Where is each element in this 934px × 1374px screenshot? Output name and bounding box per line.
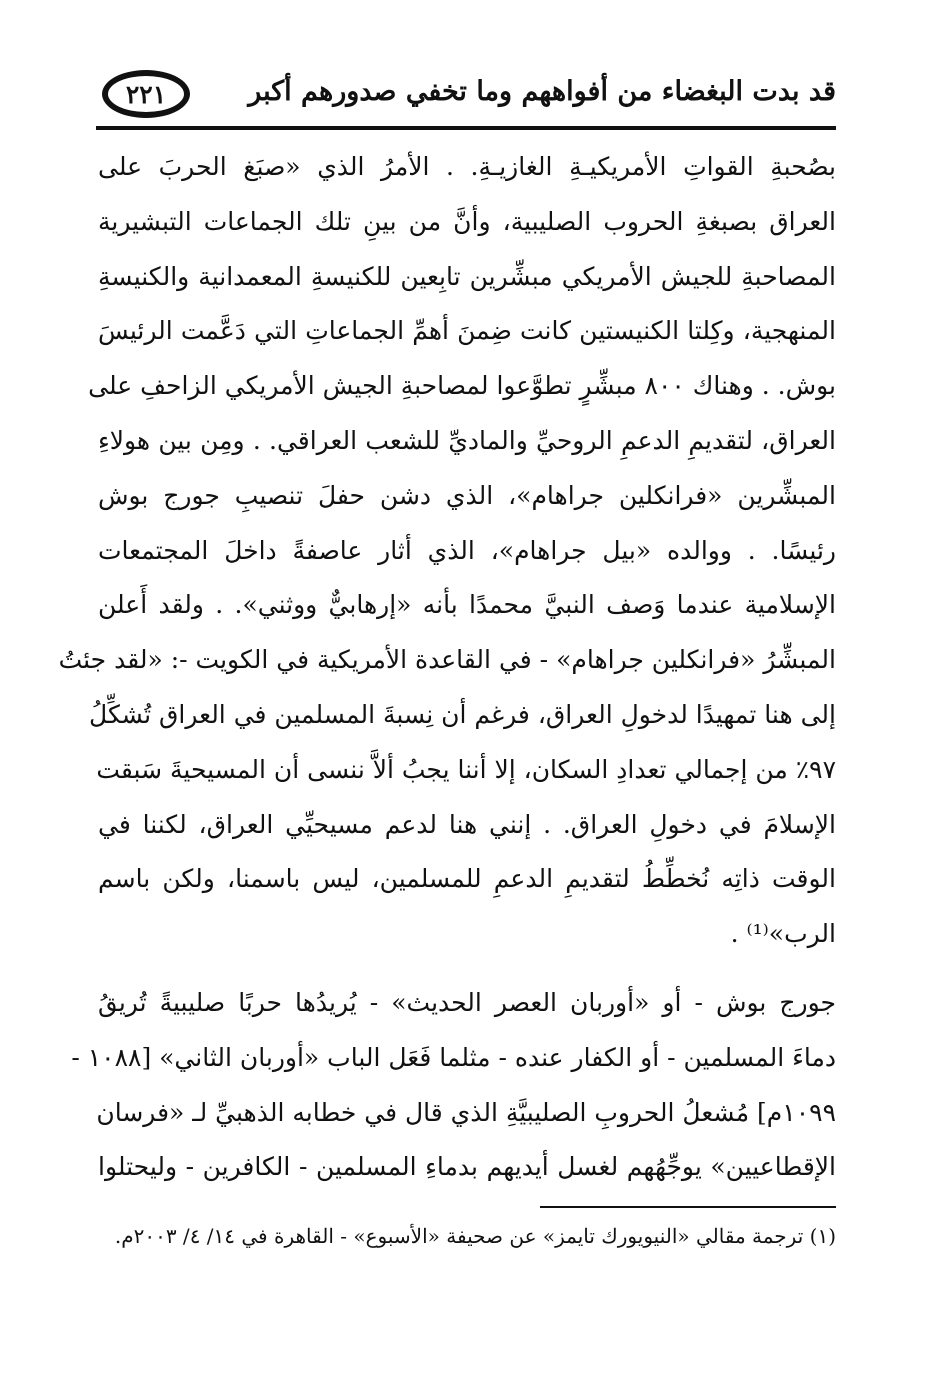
text-line: جورج بوش - أو «أوربان العصر الحديث» - يُريدُها حربًا صليبيةً تُريقُ — [98, 987, 836, 1017]
text-line: إلى هنا تمهيدًا لدخولِ العراق، فرغم أن نِسبةَ المسلمين في العراق تُشكِّلُ — [89, 699, 836, 729]
paragraph — [58, 140, 836, 962]
text-line: المنهجية، وكِلتا الكنيستين كانت ضِمنَ أهمِّ الجماعاتِ التي دَعَّمت الرئيسَ — [98, 316, 836, 346]
text-line: المبشِّرين «فرانكلين جراهام»، الذي دشن حفلَ تنصيبِ جورج بوش — [98, 480, 836, 510]
page-number: ٢٢١ — [102, 70, 190, 118]
paragraph — [71, 976, 836, 1195]
text-line: ٩٧٪ من إجمالي تعدادِ السكان، إلا أننا يجبُ ألاَّ ننسى أن المسيحيةَ سَبقت — [96, 754, 836, 784]
text-line: المصاحبةِ للجيش الأمريكي مبشِّرين تابِعين للكنيسةِ المعمدانية والكنيسةِ — [98, 261, 836, 291]
body-text — [58, 140, 836, 1195]
text-line: الإقطاعيين» يوجِّهُهم لغسل أيديهم بدماءِ المسلمين - الكافرين - وليحتلوا — [98, 1152, 836, 1182]
text-line: بصُحبةِ القواتِ الأمريكيـةِ الغازيـةِ. . الأمرُ الذي «صبَغ الحربَ على — [98, 152, 836, 181]
text-line: الإسلامية عندما وَصف النبيَّ محمدًا بأنه «إرهابيٌّ ووثني». . ولقد أَعلن — [98, 590, 836, 620]
footnote: (١) ترجمة مقالي «النيويورك تايمز» عن صحيفة «الأسبوع» - القاهرة في ١٤/ ٤/ ٢٠٠٣م. — [114, 1224, 836, 1248]
text-line: المبشِّرُ «فرانكلين جراهام» - في القاعدة الأمريكية في الكويت -: «لقد جئتُ — [58, 645, 836, 675]
text-line: ١٠٩٩م] مُشعلُ الحروبِ الصليبيَّةِ الذي قال في خطابه الذهبيِّ لـ «فرسان — [96, 1097, 836, 1127]
text-line: دماءَ المسلمين - أو الكفار عنده - مثلما فَعَل الباب «أوربان الثاني» [١٠٨٨ - — [71, 1042, 836, 1072]
text-line: العراق بصبغةِ الحروب الصليبية، وأنَّ من بينِ تلك الجماعات التبشيرية — [98, 206, 836, 236]
text-line: رئيسًا. . ووالده «بيل جراهام»، الذي أثار عاصفةً داخلَ المجتمعات — [98, 535, 836, 565]
text-line: الإسلامَ في دخولِ العراق. . إنني هنا لدعم مسيحيِّي العراق، لكننا في — [98, 809, 836, 839]
text-line: الوقت ذاتِه نُخطِّطُ لتقديمِ الدعمِ للمسلمين، ليس باسمنا، ولكن باسم — [98, 864, 836, 894]
text-line: الرب»⁽¹⁾ . — [730, 919, 836, 949]
footnote-rule — [540, 1206, 836, 1208]
page-header — [96, 66, 836, 128]
text-line: بوش. . وهناك ٨٠٠ مبشِّرٍ تطوَّعوا لمصاحبةِ الجيش الأمريكي الزاحفِ على — [88, 371, 836, 401]
running-title: قد بدت البغضاء من أفواههم وما تخفي صدورهم أكبر — [248, 76, 836, 107]
text-line: العراق، لتقديمِ الدعمِ الروحيِّ والماديِّ للشعب العراقي. . ومِن بين هولاءِ — [98, 425, 836, 455]
header-rule — [96, 126, 836, 130]
paragraph-gap — [98, 962, 836, 976]
